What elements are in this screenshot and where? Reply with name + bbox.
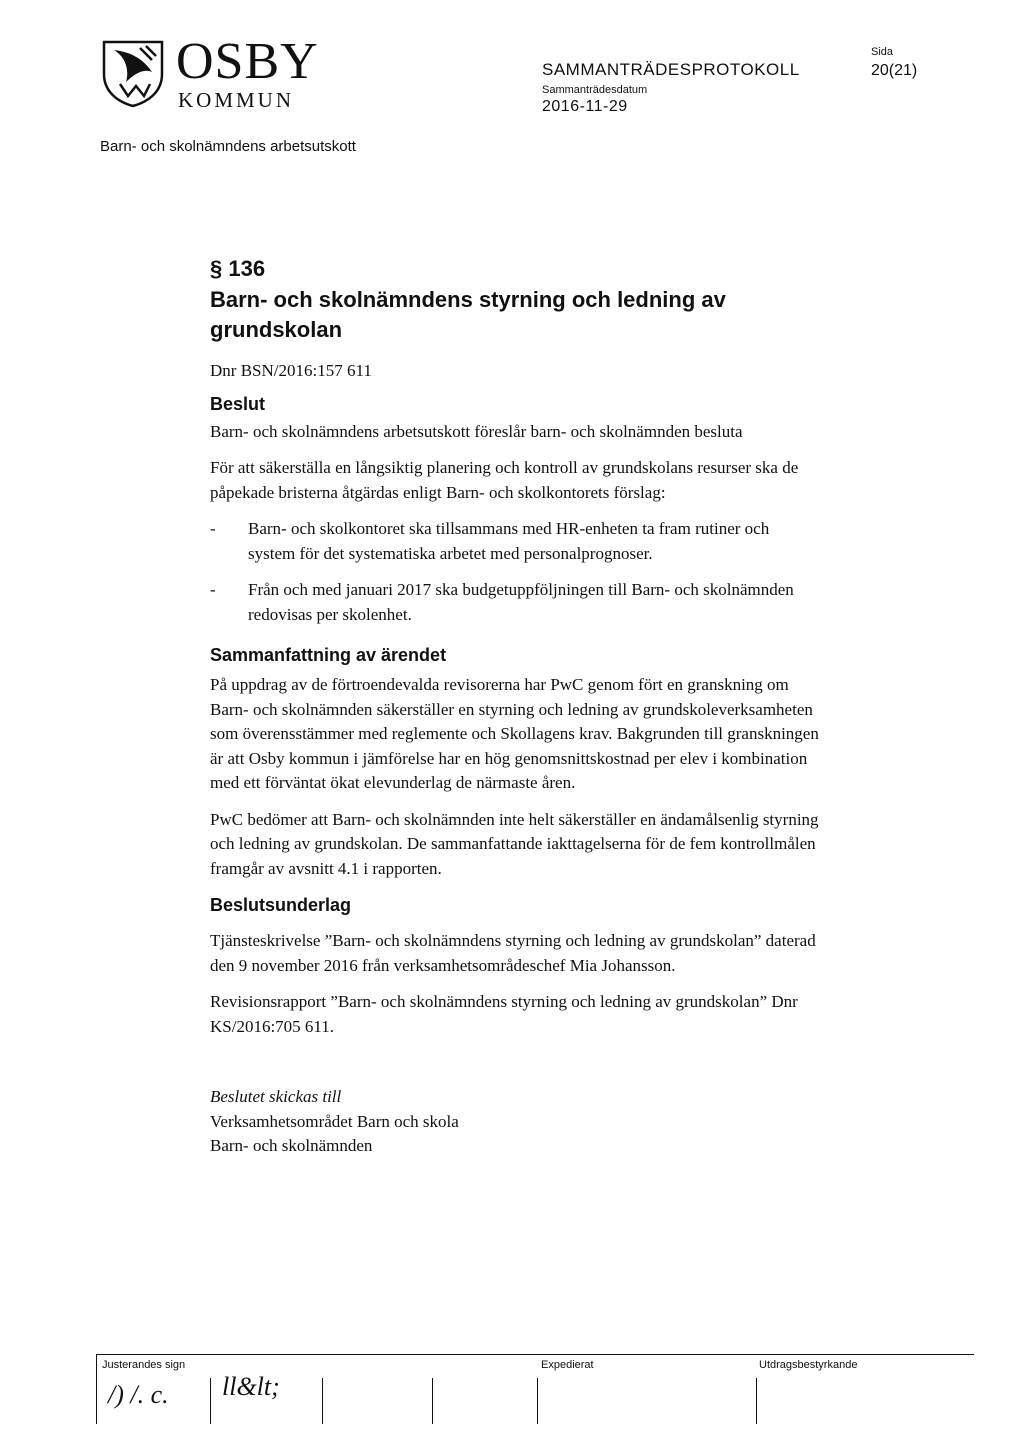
date-label: Sammanträdesdatum xyxy=(542,84,648,96)
page-number: 20(21) xyxy=(871,62,918,79)
basis-item: Revisionsrapport ”Barn- och skolnämndens styrning och ledning av grundskolan” Dnr KS/2016:705 611. xyxy=(210,992,798,1036)
summary-text-1: På uppdrag av de förtroendevalda revisorerna har PwC genom fört en granskning om Barn- och skolnämnden säkerställer en styrning och ledning av grundskoleverksamheten som överensstämmer med reglemente och Skollagens krav. Bakgrunden till granskningen är att Osby kommun i jämförelse har en hög genomsnittskostnad per elev i kombination med ett förväntat ökat elevunderlag de närmaste åren. xyxy=(210,675,819,792)
beslut-list xyxy=(210,517,820,627)
justerandes-label: Justerandes sign xyxy=(102,1359,186,1371)
brand-subtitle: KOMMUN xyxy=(178,88,295,112)
expedierat-label: Expedierat xyxy=(541,1359,594,1371)
beslut-text: För att säkerställa en långsiktig planering och kontroll av grundskolans resurser ska de påpekade bristerna åtgärdas enligt Barn- och skolkontorets förslag: xyxy=(210,458,799,502)
signature-separator xyxy=(432,1378,433,1424)
protocol-body xyxy=(210,255,820,1159)
summary-text-2: PwC bedömer att Barn- och skolnämnden inte helt säkerställer en ändamålsenlig styrning och ledning av grundskolan. De sammanfattande iakttagelserna för de fem kontrollmålen framgår av avsnitt 4.1 i rapporten. xyxy=(210,809,819,878)
distribution-recipient: Barn- och skolnämnden xyxy=(210,1136,373,1155)
signature-separator xyxy=(210,1378,211,1424)
signature-2: ll&lt; xyxy=(222,1372,280,1401)
section-title: Barn- och skolnämndens styrning och ledning av grundskolan xyxy=(210,287,726,342)
brand-name: OSBY xyxy=(176,33,319,90)
list-item: - Från och med januari 2017 ska budgetuppföljningen till Barn- och skolnämnden redovisas per skolenhet. xyxy=(210,580,794,624)
summary-heading: Sammanfattning av ärendet xyxy=(210,645,447,665)
document-type: SAMMANTRÄDESPROTOKOLL xyxy=(542,60,800,79)
basis-heading: Beslutsunderlag xyxy=(210,895,352,915)
date-value: 2016-11-29 xyxy=(542,98,628,115)
footer-divider xyxy=(96,1354,97,1424)
committee-name: Barn- och skolnämndens arbetsutskott xyxy=(100,138,356,155)
distribution-heading: Beslutet skickas till xyxy=(210,1087,342,1106)
beslut-intro: Barn- och skolnämndens arbetsutskott föreslår barn- och skolnämnden besluta xyxy=(210,421,743,441)
expedierat-box xyxy=(537,1378,538,1424)
distribution-recipient: Verksamhetsområdet Barn och skola xyxy=(210,1111,459,1131)
municipality-crest-icon xyxy=(100,38,166,108)
signature-1: /) /. c. xyxy=(108,1380,169,1409)
signature-separator xyxy=(322,1378,323,1424)
utdrag-box xyxy=(756,1378,757,1424)
utdrag-label: Utdragsbestyrkande xyxy=(759,1359,858,1371)
beslut-heading: Beslut xyxy=(210,393,266,414)
diary-number: Dnr BSN/2016:157 611 xyxy=(210,361,372,380)
footer-rule xyxy=(96,1354,974,1355)
list-item: - Barn- och skolkontoret ska tillsammans med HR-enheten ta fram rutiner och system för det systematiska arbetet med personalprognoser. xyxy=(210,519,770,563)
page-label: Sida xyxy=(871,46,894,58)
paragraph-number: § 136 xyxy=(210,256,266,281)
basis-item: Tjänsteskrivelse ”Barn- och skolnämndens styrning och ledning av grundskolan” daterad den 9 november 2016 från verksamhetsområdeschef Mia Johansson. xyxy=(210,931,816,975)
